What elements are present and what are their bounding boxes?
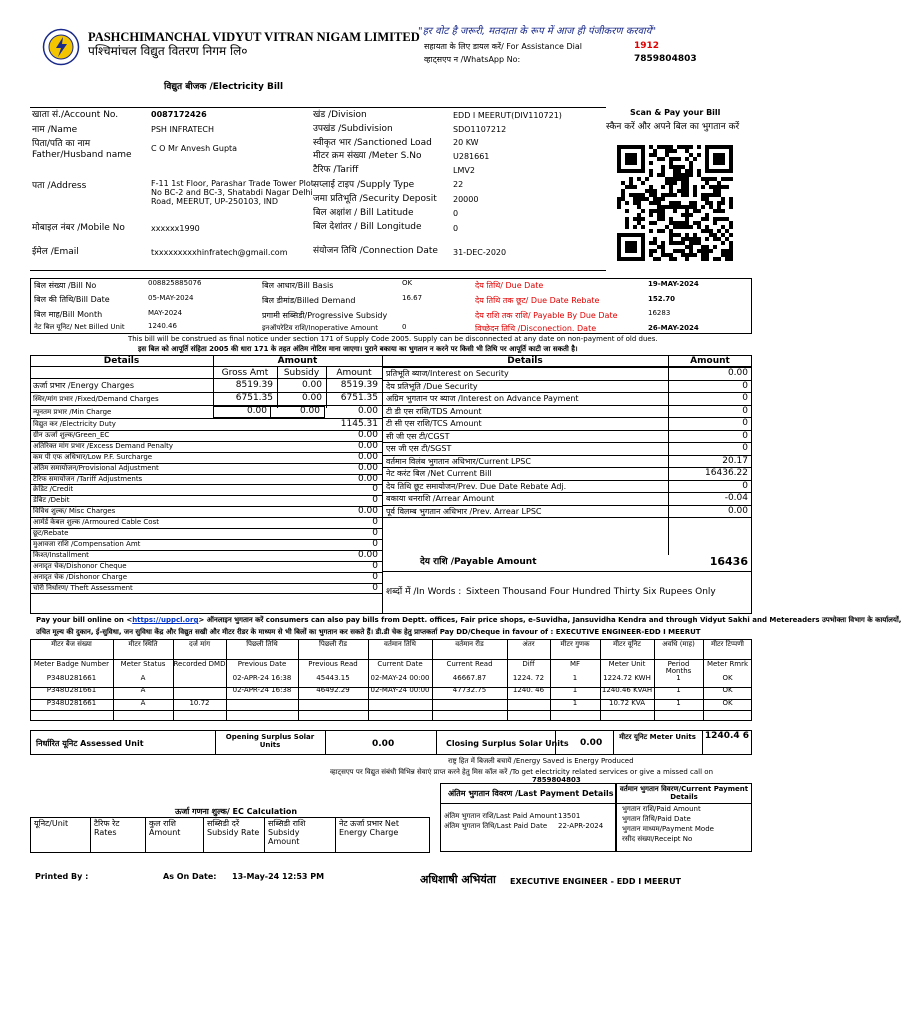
meter-h-en: Meter Badge Number	[33, 660, 110, 668]
charge-row-value: 0.00	[357, 462, 378, 473]
right-row-value: 0	[742, 418, 748, 428]
conn-date-label: संयोजन तिथि /Connection Date	[313, 246, 438, 256]
slogan: "हर वोट है जरूरी, मतदाता के रूप में आज ही पंजीकरण करवायें"	[418, 26, 657, 37]
meter-h-en: Meter Unit	[608, 660, 646, 668]
charge-row-value: 0	[372, 560, 378, 571]
charge-row-value: 0.00	[357, 506, 378, 517]
energy-amount: 8519.39	[340, 380, 378, 390]
meter-cell: 1240.46 KVAH	[601, 686, 653, 694]
right-row-label: देय प्रतिभूति /Due Security	[386, 381, 478, 391]
company-name-en: PASHCHIMANCHAL VIDYUT VITRAN NIGAM LIMITED	[88, 30, 420, 44]
email-label: ईमेल /Email	[32, 247, 79, 257]
last-date-value: 22-APR-2024	[558, 822, 604, 830]
meter-cell: P348U281661	[46, 674, 97, 682]
closing-label: Closing Surplus Solar Units	[446, 739, 569, 748]
latitude-label: बिल अक्षांश / Bill Latitude	[313, 208, 414, 218]
name-label: नाम /Name	[32, 125, 78, 135]
right-row-label: अग्रिम भुगतान पर ब्याज /Interest on Advance Payment	[386, 394, 579, 403]
right-row-label: सी जी एस टी/CGST	[386, 431, 450, 441]
meter-cell: 10.72 KVA	[609, 699, 645, 707]
meter-cell: 45443.15	[316, 674, 350, 682]
energy-subsidy: 0.00	[301, 380, 322, 390]
current-payment-item: भुगतान तिथि/Paid Date	[622, 815, 691, 823]
charge-row-label: टैरिफ समायोजन /Tariff Adjustments	[33, 474, 143, 483]
meter-sno-value: U281661	[453, 152, 490, 161]
meter-cell: 1	[676, 674, 681, 682]
mobile-label: मोबाइल नंबर /Mobile No	[32, 223, 125, 233]
meter-cell: OK	[722, 674, 733, 682]
right-row-label: प्रतिभूति ब्याज/Interest on Security	[386, 369, 509, 378]
qr-code-icon	[617, 145, 733, 261]
meter-h-en: Current Date	[377, 660, 423, 668]
meter-cell: OK	[722, 699, 733, 707]
bill-date-value: 05-MAY-2024	[148, 294, 194, 302]
subdivision-value: SDO1107212	[453, 125, 507, 134]
right-row-label: टी सी एस राशि/TCS Amount	[386, 419, 482, 428]
due-date-label: देय तिथि/ Due Date	[475, 281, 544, 290]
meter-cell: 1	[572, 699, 578, 707]
division-label: खंड /Division	[313, 110, 367, 120]
charge-row-label: किश्त/Installment	[33, 550, 89, 559]
meter-h-hi: वर्तमान तिथि	[383, 640, 417, 648]
min-label: न्यूनतम प्रभार /Min Charge	[33, 408, 112, 416]
meter-h-en: Diff	[522, 660, 535, 668]
right-row-label: बकाया धनराशि /Arrear Amount	[386, 494, 495, 503]
meter-h-hi: मीटर यूनिट	[613, 640, 641, 648]
load-value: 20 KW	[453, 138, 479, 147]
current-payment-item: भुगतान माध्यम/Payment Mode	[622, 825, 714, 833]
logo-emblem-icon	[42, 28, 80, 66]
tariff-label: टैरिफ /Tariff	[313, 165, 359, 175]
charge-row-value: 0.00	[357, 473, 378, 484]
meter-cell: 02-APR-24 16:38	[232, 686, 292, 694]
charge-row-label: छूट/Rebate	[33, 529, 69, 537]
company-name-hi: पश्चिमांचल विद्युत वितरण निगम लि०	[88, 44, 248, 58]
meter-cell: OK	[722, 686, 733, 694]
charge-row-value: 0	[372, 582, 378, 593]
meter-h-en: Recorded DMD	[173, 660, 226, 668]
account-value: 0087172426	[151, 110, 207, 119]
supply-label: सप्लाई टाइप /Supply Type	[313, 180, 415, 190]
fixed-subsidy: 0.00	[301, 393, 322, 403]
meter-cell: A	[140, 674, 146, 682]
meter-h-en: Current Read	[446, 660, 493, 668]
meter-sno-label: मीटर क्रम संख्या /Meter S.No	[313, 151, 422, 161]
officer-hi: अधिशाषी अभियंता	[420, 873, 496, 886]
qr-title: Scan & Pay your Bill	[630, 108, 721, 117]
save-energy-number: 7859804803	[532, 776, 581, 784]
meter-cell: 1224. 72	[512, 674, 545, 682]
meter-h-en: Meter Status	[120, 660, 166, 668]
right-row-value: 0.00	[727, 505, 748, 516]
ec-title: ऊर्जा गणना शुल्क/ EC Calculation	[175, 807, 298, 816]
assist-number: 1912	[634, 41, 660, 51]
right-row-label: नेट करंट बिल /Net Current Bill	[386, 469, 492, 478]
bill-month-value: MAY-2024	[148, 309, 183, 317]
meter-units-label: मीटर यूनिट Meter Units	[619, 733, 696, 741]
meter-h-hi: मीटर स्थिति	[128, 640, 158, 648]
longitude-label: बिल देशांतर / Bill Longitude	[313, 222, 422, 232]
assist-label: सहायता के लिए डायल करें/ For Assistance Dial	[424, 42, 583, 51]
father-label-hi: पिता/पति का नाम	[32, 139, 91, 149]
right-row-label: एस जी एस टी/SGST	[386, 444, 452, 453]
demand-label: बिल डीमांड/Billed Demand	[262, 296, 356, 305]
charge-row-label: अंतिम समायोजन/Provisional Adjustment	[33, 463, 159, 472]
as-on-label: As On Date:	[163, 872, 217, 881]
right-row-label: वर्तमान विलंब भुगतान अधिभार/Current LPSC	[386, 456, 531, 466]
meter-cell: 1	[676, 699, 681, 707]
online-note-line2: उचित मूल्य की दुकान, ई-सुविधा, जन सुविधा केंद्र और विद्युत सखी और मीटर रीडर के माध्यम से भी बिलों का भुगतान कर सकते हैं। डी.डी चेक हेतु प्राप्तकर्ता Pay DD/Cheque in favour of : EXECUTIVE ENGINEER-EDD I MEERUT	[36, 628, 701, 636]
meter-h-hi: मीटर टिप्पणी	[711, 640, 744, 648]
charge-row-label: विविध शुल्क/ Misc Charges	[33, 507, 116, 516]
charge-row-label: क्रेडिट /Credit	[33, 485, 74, 494]
last-date-label: अंतिम भुगतान तिथि/Last Paid Date	[444, 822, 548, 830]
meter-cell: 02-MAY-24 00:00	[370, 686, 430, 694]
charge-row-label: मुआवजा राशि /Compensation Amt	[33, 539, 141, 548]
current-payment-item: रसीद संख्या/Receipt No	[622, 835, 693, 843]
meter-cell: 46667.87	[452, 674, 487, 682]
payable-label: देय राशि /Payable Amount	[420, 557, 537, 567]
meter-h-en: Previous Date	[237, 660, 287, 668]
meter-h-hi: पिछली तिथि	[246, 640, 278, 648]
fixed-gross: 6751.35	[235, 393, 273, 403]
meter-cell: 1224.72 KWH	[603, 674, 651, 682]
last-paid-label: अंतिम भुगतान राशि/Last Paid Amount	[444, 812, 558, 820]
supply-value: 22	[453, 180, 464, 189]
meter-cell: 1	[572, 674, 578, 682]
min-gross: 0.00	[246, 406, 267, 416]
charge-row-label: अनादृत चेक /Dishonor Charge	[33, 572, 128, 581]
right-row-value: 20.17	[722, 455, 748, 466]
inoperative-value: 0	[402, 323, 407, 331]
basis-value: OK	[402, 279, 413, 287]
meter-h-en: Period Months	[665, 660, 692, 676]
inoperative-label: इनऑपरेटिव राशि/Inoperative Amount	[262, 324, 378, 332]
charge-row-value: 0	[372, 538, 378, 549]
longitude-value: 0	[453, 224, 459, 233]
right-h-amount: Amount	[690, 356, 730, 366]
charge-row-label: आर्मर्ड केबल शुल्क /Armoured Cable Cost	[33, 518, 159, 527]
mobile-value: xxxxxx1990	[151, 224, 200, 233]
in-words-label: शब्दों में /In Words :	[386, 587, 462, 597]
charge-row-value: 0	[372, 571, 378, 582]
charge-row-label: विद्युत कर /Electricity Duty	[33, 420, 116, 428]
conn-date-value: 31-DEC-2020	[453, 248, 507, 257]
meter-h-hi: मीटर गुणक	[560, 640, 590, 648]
charge-row-value: 0.00	[357, 429, 378, 440]
last-paid-value: 13501	[558, 812, 581, 820]
charge-row-label: अतिरिक्त मांग प्रभार /Excess Demand Penalty	[33, 441, 173, 450]
charges-h-gross: Gross Amt	[221, 368, 269, 378]
meter-h-en: Previous Read	[308, 660, 358, 668]
payable-amount: 16436	[709, 555, 748, 568]
fixed-amount: 6751.35	[340, 393, 378, 403]
meter-cell: A	[140, 686, 146, 694]
printed-by-label: Printed By :	[35, 872, 89, 881]
right-row-label: देय तिथि छूट समायोजन/Prev. Due Date Rebate Adj.	[386, 481, 567, 491]
right-row-label: टी डी एस राशि/TDS Amount	[386, 406, 482, 416]
ec-col-header: कुल राशि Amount	[149, 819, 181, 838]
meter-cell: 47732.75	[452, 686, 487, 694]
bill-month-label: बिल माह/Bill Month	[34, 310, 103, 319]
whatsapp-label: व्हाट्सएप न /WhatsApp No:	[424, 55, 521, 64]
address-label: पता /Address	[32, 181, 87, 191]
charge-row-value: 0.00	[357, 451, 378, 462]
charges-h-subsidy: Subsidy	[283, 368, 320, 378]
charges-h-amount: Amount	[277, 356, 318, 366]
charge-row-value: 0	[372, 528, 378, 538]
ec-col-header: यूनिट/Unit	[34, 819, 69, 828]
energy-label: ऊर्जा प्रभार /Energy Charges	[33, 381, 135, 390]
meter-h-hi: वर्तमान रीड	[455, 640, 484, 648]
save-energy-line2: व्हाट्सएप पर विद्युत संबंधी विभिन्न सेवाएं प्राप्त करने हेतु मिस कॉल करें /To get electricity related services or give a missed call on	[330, 768, 714, 776]
as-on-value: 13-May-24 12:53 PM	[232, 872, 325, 881]
fixed-label: स्थिर/मांग प्रभार /Fixed/Demand Charges	[33, 395, 159, 403]
online-note-line1: Pay your bill online on <https://uppcl.org> ऑनलाइन भुगतान करें consumers can also pay bills from Deptt. offices, Fair price shops, e-Suvidha, Jansuvidha Kendra and through Vidyut Sakhi and Metereaders उपभोक्ता विभाग के कार्यालयों,	[36, 616, 901, 624]
charge-row-label: डेबिट /Debit	[33, 496, 70, 505]
meter-cell: 1240. 46	[512, 686, 545, 694]
current-payment-title: वर्तमान भुगतान विवरण/Current Payment Details	[619, 785, 749, 802]
meter-h-en: MF	[569, 660, 581, 668]
right-row-value: 0	[742, 393, 748, 403]
min-amount: 0.00	[357, 406, 378, 416]
notice-hi: इस बिल को आपूर्ति संहिता 2005 की धारा 171 के तहत अंतिम नोटिस माना जाएगा। पुराने बकाया का भुगतान न करने पर किसी भी तिथि पर आपूर्ति काटी जा सकती है।	[138, 345, 578, 353]
disconnect-value: 26-MAY-2024	[648, 324, 699, 332]
charges-h-details: Details	[103, 356, 140, 366]
opening-label: Opening Surplus Solar Units	[225, 733, 315, 750]
charge-row-value: 0.00	[357, 440, 378, 451]
meter-h-en: Meter Rmrk	[706, 660, 749, 668]
company-logo	[42, 28, 80, 66]
right-row-value: 0	[742, 430, 748, 441]
meter-cell: P348U281661	[46, 686, 97, 694]
ec-col-header: सब्सिडी दरें Subsidy Rate	[207, 819, 260, 838]
charge-row-label: ग्रीन ऊर्जा शुल्क/Green_EC	[33, 430, 110, 439]
charge-row-label: कम पी एफ अधिभार/Low P.F. Surcharge	[33, 452, 153, 461]
whatsapp-number: 7859804803	[634, 54, 697, 64]
opening-value: 0.00	[372, 739, 395, 749]
tariff-value: LMV2	[453, 166, 475, 175]
meter-cell: 02-APR-24 16:38	[232, 674, 292, 682]
energy-gross: 8519.39	[235, 380, 273, 390]
father-value: C O Mr Anvesh Gupta	[151, 144, 238, 153]
qr-code[interactable]	[617, 145, 733, 261]
notice-en: This bill will be construed as final notice under section 171 of Supply Code 2005. Supply can be disconnected at any date on non-payment of old dues.	[128, 335, 658, 343]
qr-subtitle: स्कैन करें और अपने बिल का भुगतान करें	[606, 122, 740, 132]
payable-due-label: देय राशि तक राशि/ Payable By Due Date	[475, 311, 618, 320]
meter-cell: 10.72	[189, 699, 210, 707]
disconnect-label: विच्छेदन तिथि /Disconection. Date	[475, 324, 597, 333]
assessed-label: निर्धारित यूनिट Assessed Unit	[36, 739, 144, 748]
meter-cell: 02-MAY-24 00:00	[370, 674, 430, 682]
father-label-en: Father/Husband name	[32, 150, 132, 160]
meter-h-hi: अवधि (माह)	[662, 640, 695, 648]
charge-row-value: 0.00	[357, 549, 378, 560]
net-unit-label: नेट बिल यूनिट/ Net Billed Unit	[34, 323, 125, 331]
charge-row-value: 0	[372, 517, 378, 528]
charge-row-value: 1145.31	[340, 419, 378, 429]
right-row-value: 0	[742, 443, 748, 453]
right-row-value: 0	[742, 380, 748, 391]
closing-value: 0.00	[580, 738, 603, 748]
meter-h-hi: अंतर	[522, 640, 535, 648]
basis-label: बिल आधार/Bill Basis	[262, 281, 334, 290]
meter-h-hi: पिछली रीड	[319, 640, 347, 648]
save-energy-line1: राष्ट्र हित में बिजली बचायें /Energy Saved is Energy Produced	[448, 757, 634, 765]
meter-cell: 46492.29	[316, 686, 350, 694]
right-row-value: 0.00	[727, 368, 748, 378]
address-line1: F-11 1st Floor, Parashar Trade Tower Plot	[151, 179, 314, 188]
last-payment-title: अंतिम भुगतान विवरण /Last Payment Details	[448, 789, 614, 798]
email-value: txxxxxxxxxhinfratech@gmail.com	[151, 248, 288, 257]
in-words-value: Sixteen Thousand Four Hundred Thirty Six Rupees Only	[466, 587, 716, 597]
charge-row-value: 0	[372, 484, 378, 495]
charge-row-label: अनादृत चेक/Dishonor Cheque	[33, 561, 127, 570]
ec-col-header: टैरिफ रेट Rates	[94, 819, 120, 838]
bill-no-label: बिल संख्या /Bill No	[34, 281, 97, 290]
ec-col-header: नेट ऊर्जा प्रभार Net Energy Charge	[339, 819, 399, 838]
rebate-label: देय तिथि तक छूट/ Due Date Rebate	[475, 296, 600, 305]
meter-cell: P348U281661	[46, 699, 97, 707]
subdivision-label: उपखंड /Subdivision	[313, 124, 393, 134]
bill-info-box	[30, 278, 752, 334]
meter-cell: 1	[572, 686, 578, 694]
meter-h-hi: दर्ज मांग	[188, 640, 211, 648]
right-row-value: -0.04	[724, 493, 748, 503]
min-subsidy: 0.00	[299, 406, 320, 416]
right-row-value: 0	[742, 480, 748, 491]
address-line3: Road, MEERUT, UP-250103, IND	[151, 197, 279, 206]
meter-cell: A	[140, 699, 146, 707]
bill-no-value: 008825885076	[148, 279, 202, 287]
net-unit-value: 1240.46	[148, 322, 177, 330]
division-value: EDD I MEERUT(DIV110721)	[453, 111, 562, 120]
charges-h-amt: Amount	[336, 368, 372, 378]
right-row-value: 16436.22	[705, 468, 748, 478]
account-label: खाता सं./Account No.	[32, 110, 119, 120]
bill-date-label: बिल की तिथि/Bill Date	[34, 295, 110, 304]
due-date-value: 19-MAY-2024	[648, 280, 699, 288]
charge-row-label: चोरी निर्धारण/ Theft Assessment	[33, 583, 133, 592]
deposit-label: जमा प्रतिभूति /Security Deposit	[313, 194, 437, 204]
ec-col-header: सब्सिडी राशि Subsidy Amount	[268, 819, 306, 847]
right-row-label: पूर्व विलम्ब भुगतान अधिभार /Prev. Arrear LPSC	[386, 506, 542, 516]
current-payment-item: भुगतान राशि/Paid Amount	[622, 805, 701, 813]
latitude-value: 0	[453, 209, 459, 218]
right-row-value: 0	[742, 405, 748, 416]
right-h-details: Details	[507, 356, 543, 366]
deposit-value: 20000	[453, 195, 479, 204]
officer-en: EXECUTIVE ENGINEER - EDD I MEERUT	[510, 877, 682, 886]
load-label: स्वीकृत भार /Sanctioned Load	[313, 138, 432, 148]
bill-title: विद्युत बीजक /Electricity Bill	[164, 82, 284, 92]
name-value: PSH INFRATECH	[151, 125, 215, 134]
meter-h-hi: मीटर बैज संख्या	[51, 640, 92, 648]
uppcl-link[interactable]: https://uppcl.org	[132, 616, 199, 624]
rebate-value: 152.70	[648, 295, 676, 303]
charge-row-value: 0	[372, 495, 378, 506]
payable-due-value: 16283	[648, 309, 671, 317]
subsidy-label: प्रगामी सब्सिडी/Progressive Subsidy	[262, 311, 388, 320]
meter-cell: 1	[676, 686, 681, 694]
address-line2: No BC-2 and BC-3, Shatabdi Nagar Delhi	[151, 188, 313, 197]
demand-value: 16.67	[402, 294, 423, 302]
meter-units-value: 1240.4 6	[704, 731, 750, 741]
